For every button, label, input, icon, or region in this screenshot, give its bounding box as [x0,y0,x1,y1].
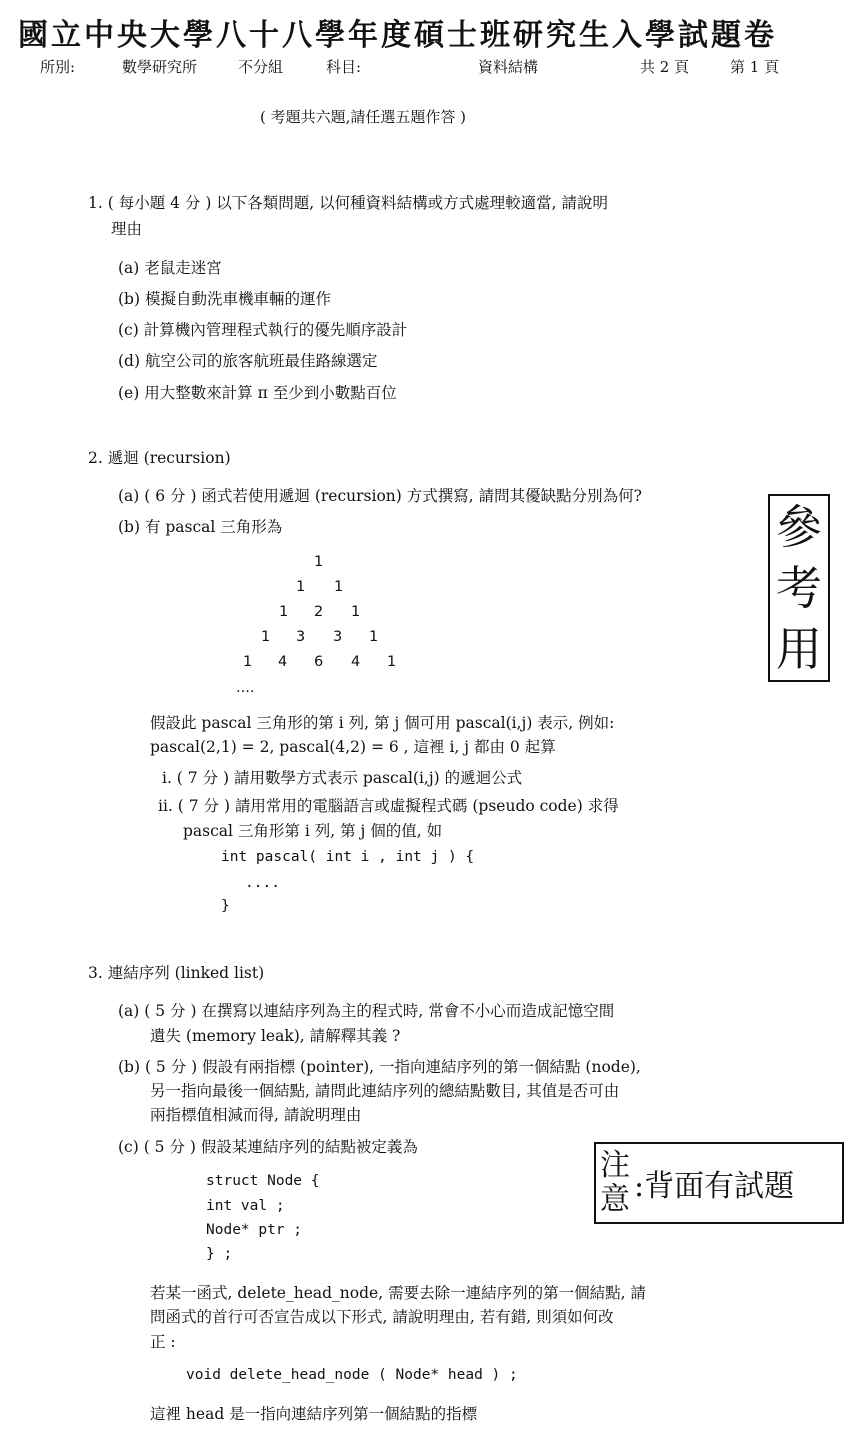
triangle-cell: 1 [296,579,306,595]
q2-part-a: (a) ( 6 分 ) 函式若使用遞迴 (recursion) 方式撰寫, 請問其優缺點分別為何? [118,487,642,505]
instruction-note: ( 考題共六題,請任選五題作答 ) [260,108,467,126]
group-name: 不分組 [238,58,284,76]
triangle-cell: 4 [278,654,288,670]
struct-line: Node* ptr ; [206,1222,303,1238]
page-number: 第 1 頁 [730,58,780,76]
q2-subpart-ii-cont: pascal 三角形第 i 列, 第 j 個的值, 如 [183,822,443,840]
triangle-cell: 1 [279,604,289,620]
q2-part-b: (b) 有 pascal 三角形為 [118,518,283,536]
triangle-cell: 3 [296,629,306,645]
reference-stamp [768,494,830,682]
function-declaration: void delete_head_node ( Node* head ) ; [186,1367,518,1383]
notice-label [596,1149,634,1217]
triangle-cell: 4 [351,654,361,670]
code-line: } [221,898,230,914]
notice-stamp [594,1142,844,1224]
q2-assumption-line1: 假設此 pascal 三角形的第 i 列, 第 j 個可用 pascal(i,j) 表示, 例如: [150,714,615,732]
q1-item-a: (a) 老鼠走迷宮 [118,259,222,277]
triangle-cell: 1 [387,654,397,670]
q2-assumption-line2: pascal(2,1) = 2, pascal(4,2) = 6 , 這裡 i, j 都由 0 起算 [150,738,556,756]
triangle-cell: 2 [314,604,324,620]
notice-text: :背面有試題 [634,1169,795,1204]
q3-part-b: (b) ( 5 分 ) 假設有兩指標 (pointer), 一指向連結序列的第一個結點 (node), [118,1058,641,1076]
stamp-char: 用 [776,622,822,677]
q3-part-b-cont: 兩指標值相減而得, 請說明理由 [150,1106,362,1124]
q3-title: 3. 連結序列 (linked list) [88,964,265,982]
subject-label: 科目: [326,58,362,76]
q3-part-a-cont: 遺失 (memory leak), 請解釋其義 ? [150,1027,401,1045]
struct-line: int val ; [206,1198,285,1214]
q1-item-b: (b) 模擬自動洗車機車輛的運作 [118,290,331,308]
notice-char: 注 [600,1148,630,1183]
q3-final-note: 這裡 head 是一指向連結序列第一個結點的指標 [150,1405,478,1423]
q2-title: 2. 遞迴 (recursion) [88,449,231,467]
q3-part-b-cont: 另一指向最後一個結點, 請問此連結序列的總結點數目, 其值是否可由 [150,1082,620,1100]
q3-part-a: (a) ( 5 分 ) 在撰寫以連結序列為主的程式時, 常會不小心而造成記憶空間 [118,1002,615,1020]
code-line: int pascal( int i , int j ) { [221,849,475,865]
page-count: 共 2 頁 [640,58,690,76]
dept-label: 所別: [40,58,76,76]
q2-subpart-ii: ii. ( 7 分 ) 請用常用的電腦語言或虛擬程式碼 (pseudo code) 求得 [158,797,619,815]
exam-title: 國立中央大學八十八學年度碩士班研究生入學試題卷 [18,18,777,53]
triangle-cell: 1 [369,629,379,645]
triangle-dots: .... [236,680,255,696]
q2-subpart-i: i. ( 7 分 ) 請用數學方式表示 pascal(i,j) 的遞迴公式 [162,769,523,787]
triangle-cell: 1 [314,554,324,570]
triangle-cell: 6 [314,654,324,670]
dept-name: 數學研究所 [122,58,198,76]
triangle-cell: 1 [261,629,271,645]
code-line: .... [245,875,280,891]
q3-paragraph: 問函式的首行可否宣告成以下形式, 請說明理由, 若有錯, 則須如何改 [150,1308,614,1326]
triangle-cell: 3 [333,629,343,645]
q3-part-c: (c) ( 5 分 ) 假設某連結序列的結點被定義為 [118,1138,418,1156]
q1-item-c: (c) 計算機內管理程式執行的優先順序設計 [118,321,408,339]
subject-name: 資料結構 [478,58,539,76]
struct-line: } ; [206,1246,233,1262]
triangle-cell: 1 [351,604,361,620]
q1-item-e: (e) 用大整數來計算 π 至少到小數點百位 [118,384,397,402]
struct-line: struct Node { [206,1173,320,1189]
notice-char: 意 [600,1182,630,1217]
stamp-char: 考 [776,560,822,615]
q3-paragraph: 正 : [150,1333,176,1351]
stamp-char: 參 [776,499,822,554]
q1-title: 1. ( 每小題 4 分 ) 以下各類問題, 以何種資料結構或方式處理較適當, 請說明 [88,194,609,212]
triangle-cell: 1 [334,579,344,595]
triangle-cell: 1 [243,654,253,670]
q1-item-d: (d) 航空公司的旅客航班最佳路線選定 [118,352,378,370]
q3-paragraph: 若某一函式, delete_head_node, 需要去除一連結序列的第一個結點, 請 [150,1284,646,1302]
q1-title-cont: 理由 [111,220,143,238]
